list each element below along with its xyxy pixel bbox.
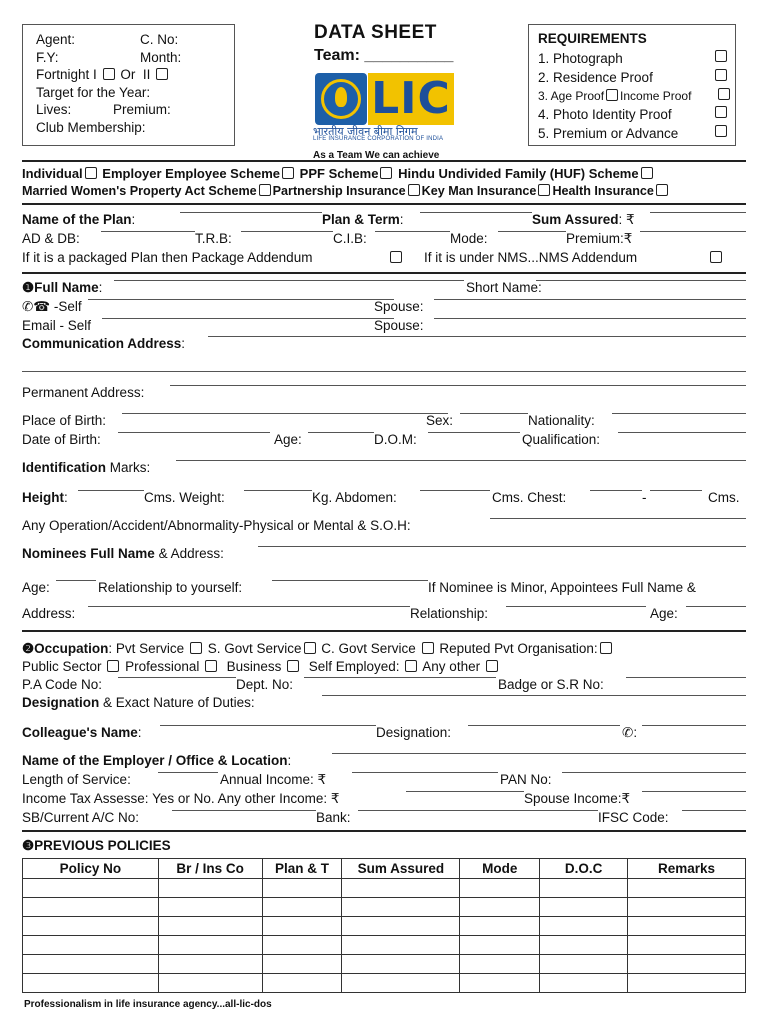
schemes-row-1 xyxy=(22,166,655,181)
fortnight-label: Fortnight I xyxy=(36,67,97,82)
tagline: As a Team We can achieve xyxy=(313,150,440,161)
table-cell[interactable] xyxy=(342,917,460,936)
operation-label: Any Operation/Accident/Abnormality-Physical or Mental & S.O.H: xyxy=(22,518,411,533)
bank-row xyxy=(22,810,746,827)
tax-row xyxy=(22,791,746,808)
pan-label: PAN No: xyxy=(500,772,552,787)
service-row xyxy=(22,772,746,789)
table-cell[interactable] xyxy=(628,936,746,955)
ifsc-field[interactable] xyxy=(682,810,746,811)
dom-label: D.O.M: xyxy=(374,432,417,447)
addb-label: AD & DB: xyxy=(22,231,80,246)
plan-name-label: Name of the Plan xyxy=(22,212,132,227)
body-measurements-row: Height: Cms. Weight: Kg. Abdomen: Cms. Chest: - Cms. xyxy=(22,490,740,505)
addendum-row xyxy=(22,250,746,267)
scheme-keyman-checkbox[interactable] xyxy=(538,184,550,196)
sb-label: SB/Current A/C No: xyxy=(22,810,140,825)
occ-any-other: Any other xyxy=(422,659,481,674)
sum-assured-label: Sum Assured xyxy=(532,212,619,227)
table-cell[interactable] xyxy=(628,955,746,974)
spouse-income-label: Spouse Income:₹ xyxy=(524,791,631,806)
occupation-row-1: ❷Occupation: Pvt Service S. Govt Service C. Govt Service Reputed Pvt Organisation: xyxy=(22,641,614,657)
ident-field[interactable] xyxy=(176,460,746,461)
relationship-label: Relationship to yourself: xyxy=(98,580,243,595)
divider xyxy=(22,830,746,832)
ident-label: Marks: xyxy=(109,460,151,475)
occ-s-govt-checkbox[interactable] xyxy=(304,642,316,654)
mobile-phone-icon: ✆☎ xyxy=(22,299,51,314)
chest-field-2[interactable] xyxy=(650,490,702,491)
age-label: Age: xyxy=(274,432,302,447)
section-2-icon: ❷ xyxy=(22,641,35,656)
comm-address-field[interactable] xyxy=(208,336,746,337)
section-3-icon: ❸ xyxy=(22,838,35,853)
page-title: DATA SHEET xyxy=(314,22,437,43)
col-br-ins-co: Br / Ins Co xyxy=(158,859,262,879)
table-cell[interactable] xyxy=(460,898,540,917)
operation-row xyxy=(22,518,746,535)
appointee-relationship-field[interactable] xyxy=(506,606,646,607)
occupation-row-2 xyxy=(22,659,500,674)
pob-label: Place of Birth: xyxy=(22,413,107,428)
short-name-field[interactable] xyxy=(536,280,746,281)
table-row xyxy=(23,955,746,974)
occ-c-govt-checkbox[interactable] xyxy=(422,642,434,654)
designation-row xyxy=(22,695,746,712)
employer-field[interactable] xyxy=(332,753,746,754)
table-cell[interactable] xyxy=(262,898,342,917)
employer-row: Name of the Employer / Office & Location: xyxy=(22,753,746,770)
rupee-symbol: ₹ xyxy=(626,212,635,227)
nominee-age-label: Age: xyxy=(22,580,50,595)
table-cell[interactable] xyxy=(540,936,628,955)
appointee-age-label: Age: xyxy=(650,606,678,621)
table-cell[interactable] xyxy=(262,936,342,955)
pa-code-label: P.A Code No: xyxy=(22,677,103,692)
table-cell[interactable] xyxy=(460,974,540,993)
scheme-health: Health Insurance xyxy=(552,184,654,198)
table-cell[interactable] xyxy=(158,936,262,955)
table-row xyxy=(23,936,746,955)
schemes-row-2 xyxy=(22,184,670,198)
fy-label: F.Y: xyxy=(36,50,59,65)
cms-label: Cms. xyxy=(708,490,740,505)
table-row xyxy=(23,898,746,917)
req-residence: 2. Residence Proof xyxy=(538,70,653,85)
dept-field[interactable] xyxy=(304,677,496,678)
scheme-individual-checkbox[interactable] xyxy=(85,167,97,179)
trb-label: T.R.B: xyxy=(195,231,232,246)
scheme-employer-checkbox[interactable] xyxy=(282,167,294,179)
occ-public-sector: Public Sector xyxy=(22,659,102,674)
scheme-mwp-checkbox[interactable] xyxy=(259,184,271,196)
appointee-relationship-label: Relationship: xyxy=(410,606,489,621)
req-age-income-row xyxy=(538,89,691,103)
dept-label: Dept. No: xyxy=(236,677,294,692)
col-remarks: Remarks xyxy=(628,859,746,879)
package-addendum-checkbox[interactable] xyxy=(390,251,402,263)
qualification-label: Qualification: xyxy=(522,432,601,447)
comm-address-line-2[interactable] xyxy=(22,371,746,372)
table-cell[interactable] xyxy=(23,936,159,955)
occ-professional: Professional xyxy=(125,659,200,674)
email-spouse-field[interactable] xyxy=(434,318,746,319)
comm-address-label: Communication Address xyxy=(22,336,182,351)
email-self-field[interactable] xyxy=(102,318,394,319)
income-field[interactable] xyxy=(352,772,498,773)
full-name-label: Full Name xyxy=(34,280,99,295)
table-cell[interactable] xyxy=(158,917,262,936)
dom-field[interactable] xyxy=(428,432,520,433)
colleague-phone-field[interactable] xyxy=(642,725,746,726)
pob-field[interactable] xyxy=(122,413,448,414)
table-cell[interactable] xyxy=(342,936,460,955)
dob-row xyxy=(22,432,746,449)
table-cell[interactable] xyxy=(342,974,460,993)
email-row xyxy=(22,318,746,335)
table-cell[interactable] xyxy=(540,955,628,974)
or-label: Or xyxy=(120,67,136,82)
chest-dash: - xyxy=(642,490,647,505)
badge-label: Badge or S.R No: xyxy=(498,677,604,692)
requirements-title: REQUIREMENTS xyxy=(538,31,647,46)
req-age-proof: 3. Age Proof xyxy=(538,89,605,103)
appointee-row xyxy=(22,606,746,623)
table-cell[interactable] xyxy=(628,879,746,898)
table-cell[interactable] xyxy=(540,898,628,917)
colleague-field[interactable] xyxy=(160,725,376,726)
lic-logo: LIC xyxy=(368,73,454,125)
premium-field[interactable] xyxy=(640,231,746,232)
perm-address-field[interactable] xyxy=(170,385,746,386)
kg-abdomen-label: Kg. Abdomen: xyxy=(312,490,397,505)
req-photo-id-checkbox[interactable] xyxy=(715,106,727,118)
colleague-row: Colleague's Name: Designation: ✆: xyxy=(22,725,746,742)
perm-address-row xyxy=(22,385,746,402)
colleague-designation-label: Designation: xyxy=(376,725,452,740)
fortnight-ii-checkbox[interactable] xyxy=(156,68,168,80)
occ-business-checkbox[interactable] xyxy=(287,660,299,672)
scheme-health-checkbox[interactable] xyxy=(656,184,668,196)
req-age-proof-checkbox[interactable] xyxy=(606,89,618,101)
nms-addendum-checkbox[interactable] xyxy=(710,251,722,263)
divider xyxy=(22,630,746,632)
club-label: Club Membership: xyxy=(36,120,146,135)
scheme-individual: Individual xyxy=(22,166,83,181)
service-label: Length of Service: xyxy=(22,772,131,787)
dob-label: Date of Birth: xyxy=(22,432,101,447)
table-cell[interactable] xyxy=(342,879,460,898)
req-income-proof-checkbox[interactable] xyxy=(718,88,730,100)
pan-field[interactable] xyxy=(562,772,746,773)
req-residence-checkbox[interactable] xyxy=(715,69,727,81)
bank-field[interactable] xyxy=(358,810,598,811)
sex-field[interactable] xyxy=(460,413,528,414)
phone-spouse-field[interactable] xyxy=(434,299,746,300)
divider xyxy=(22,203,746,205)
scheme-ppf: PPF Scheme xyxy=(299,166,379,181)
scheme-mwp: Married Women's Property Act Scheme xyxy=(22,184,257,198)
cib-field[interactable] xyxy=(375,231,450,232)
footer-text: Professionalism in life insurance agency...all-lic-dos xyxy=(24,999,272,1010)
scheme-huf: Hindu Undivided Family (HUF) Scheme xyxy=(398,166,639,181)
appointee-age-field[interactable] xyxy=(686,606,746,607)
previous-policies-title: PREVIOUS POLICIES xyxy=(34,838,171,853)
table-cell[interactable] xyxy=(158,955,262,974)
full-name-row: ❶Full Name: Short Name: xyxy=(22,280,746,297)
col-policy-no: Policy No xyxy=(23,859,159,879)
occ-reputed-pvt-checkbox[interactable] xyxy=(600,642,612,654)
logo-hindi-text: भारतीय जीवन बीमा निगम xyxy=(313,125,418,138)
occ-professional-checkbox[interactable] xyxy=(205,660,217,672)
phone-icon: ✆ xyxy=(622,725,634,740)
nominee-age-field[interactable] xyxy=(56,580,96,581)
comm-address-row: Communication Address: xyxy=(22,336,746,353)
nominee-label-bold: Nominees Full Name xyxy=(22,546,155,561)
occ-s-govt: S. Govt Service xyxy=(207,641,302,656)
previous-policies-table xyxy=(22,858,746,993)
occ-business: Business xyxy=(226,659,282,674)
col-doc: D.O.C xyxy=(540,859,628,879)
target-label: Target for the Year: xyxy=(36,85,151,100)
section-1-icon: ❶ xyxy=(22,280,35,295)
mode-label: Mode: xyxy=(450,231,488,246)
trb-field[interactable] xyxy=(241,231,333,232)
abdomen-field[interactable] xyxy=(420,490,490,491)
plan-name-field[interactable] xyxy=(180,212,322,213)
scheme-employer: Employer Employee Scheme xyxy=(102,166,281,181)
sum-assured-field[interactable] xyxy=(650,212,746,213)
phone-spouse-label: Spouse: xyxy=(374,299,424,314)
phone-self-field[interactable] xyxy=(88,299,394,300)
pa-code-field[interactable] xyxy=(118,677,236,678)
team-label: Team: __________ xyxy=(314,47,454,64)
tax-label: Income Tax Assesse: Yes or No. Any other Income: ₹ xyxy=(22,791,340,806)
table-cell[interactable] xyxy=(460,879,540,898)
table-cell[interactable] xyxy=(23,879,159,898)
table-cell[interactable] xyxy=(262,974,342,993)
mode-field[interactable] xyxy=(498,231,566,232)
sex-label: Sex: xyxy=(426,413,454,428)
colleague-designation-field[interactable] xyxy=(468,725,620,726)
premium-label: Premium: xyxy=(113,102,171,117)
short-name-label: Short Name: xyxy=(466,280,542,295)
table-cell[interactable] xyxy=(460,955,540,974)
req-premium: 5. Premium or Advance xyxy=(538,126,679,141)
perm-address-label: Permanent Address: xyxy=(22,385,145,400)
weight-field[interactable] xyxy=(244,490,312,491)
table-cell[interactable] xyxy=(23,917,159,936)
table-cell[interactable] xyxy=(158,974,262,993)
nms-addendum-label: If it is under NMS...NMS Addendum xyxy=(424,250,638,265)
chest-field-1[interactable] xyxy=(590,490,642,491)
cms-weight-label: Cms. Weight: xyxy=(144,490,225,505)
addb-field[interactable] xyxy=(101,231,195,232)
age-field[interactable] xyxy=(308,432,374,433)
req-photo-id: 4. Photo Identity Proof xyxy=(538,107,672,122)
height-label: Height xyxy=(22,490,64,505)
designation-field[interactable] xyxy=(322,695,746,696)
cib-label: C.I.B: xyxy=(333,231,367,246)
logo-subtext: LIFE INSURANCE CORPORATION OF INDIA xyxy=(313,136,444,142)
riders-row xyxy=(22,231,746,248)
table-cell[interactable] xyxy=(540,879,628,898)
pa-code-row xyxy=(22,677,746,694)
cno-label: C. No: xyxy=(140,32,179,47)
table-cell[interactable] xyxy=(23,974,159,993)
occ-self-employed: Self Employed: xyxy=(308,659,400,674)
table-cell[interactable] xyxy=(342,898,460,917)
scheme-partnership-checkbox[interactable] xyxy=(408,184,420,196)
dob-field[interactable] xyxy=(118,432,270,433)
sb-field[interactable] xyxy=(172,810,316,811)
table-row xyxy=(23,974,746,993)
badge-field[interactable] xyxy=(626,677,746,678)
table-cell[interactable] xyxy=(262,917,342,936)
nominee-field[interactable] xyxy=(258,546,746,547)
phone-self-label: -Self xyxy=(53,299,82,314)
scheme-keyman: Key Man Insurance xyxy=(421,184,537,198)
relationship-field[interactable] xyxy=(272,580,428,581)
table-cell[interactable] xyxy=(628,898,746,917)
table-cell[interactable] xyxy=(628,917,746,936)
occ-reputed-pvt: Reputed Pvt Organisation: xyxy=(439,641,598,656)
operation-field[interactable] xyxy=(490,518,746,519)
table-cell[interactable] xyxy=(460,917,540,936)
table-cell[interactable] xyxy=(23,898,159,917)
appointee-address-label: Address: xyxy=(22,606,76,621)
occ-self-employed-checkbox[interactable] xyxy=(405,660,417,672)
agent-label: Agent: xyxy=(36,32,76,47)
table-cell[interactable] xyxy=(262,879,342,898)
scheme-partnership: Partnership Insurance xyxy=(272,184,406,198)
designation-label: & Exact Nature of Duties: xyxy=(103,695,255,710)
lic-emblem-icon xyxy=(315,73,367,125)
ifsc-label: IFSC Code: xyxy=(598,810,669,825)
package-addendum-label: If it is a packaged Plan then Package Addendum xyxy=(22,250,313,265)
occ-pvt-service-checkbox[interactable] xyxy=(190,642,202,654)
divider xyxy=(22,160,746,162)
req-premium-checkbox[interactable] xyxy=(715,125,727,137)
nominee-age-row xyxy=(22,580,746,597)
bank-label: Bank: xyxy=(316,810,351,825)
plan-term-label: Plan & Term xyxy=(322,212,400,227)
nationality-field[interactable] xyxy=(612,413,746,414)
email-self-label: Email - Self xyxy=(22,318,92,333)
req-photograph-checkbox[interactable] xyxy=(715,50,727,62)
colleague-label: Colleague's Name xyxy=(22,725,138,740)
req-income-proof: Income Proof xyxy=(620,89,692,103)
other-income-field[interactable] xyxy=(406,791,524,792)
occupation-label: Occupation xyxy=(34,641,109,656)
req-photograph: 1. Photograph xyxy=(538,51,623,66)
income-label: Annual Income: ₹ xyxy=(220,772,327,787)
full-name-field[interactable] xyxy=(114,280,464,281)
occ-any-other-checkbox[interactable] xyxy=(486,660,498,672)
ident-label-bold: Identification xyxy=(22,460,106,475)
lives-label: Lives: xyxy=(36,102,72,117)
previous-policies-heading xyxy=(22,838,171,854)
fortnight-i-checkbox[interactable] xyxy=(103,68,115,80)
cms-chest-label: Cms. Chest: xyxy=(492,490,567,505)
col-mode: Mode xyxy=(460,859,540,879)
appointee-address-field[interactable] xyxy=(88,606,410,607)
occ-c-govt: C. Govt Service xyxy=(321,641,416,656)
spouse-income-field[interactable] xyxy=(642,791,746,792)
col-sum-assured: Sum Assured xyxy=(342,859,460,879)
table-row xyxy=(23,879,746,898)
premium-amount-label: Premium:₹ xyxy=(566,231,633,246)
table-cell[interactable] xyxy=(460,936,540,955)
table-cell[interactable] xyxy=(262,955,342,974)
plan-row: Name of the Plan: Plan & Term: Sum Assured: ₹ xyxy=(22,212,746,229)
divider xyxy=(22,272,746,274)
table-cell[interactable] xyxy=(540,974,628,993)
table-cell[interactable] xyxy=(158,898,262,917)
employer-label: Name of the Employer / Office & Location xyxy=(22,753,288,768)
table-header-row xyxy=(23,859,746,879)
scheme-huf-checkbox[interactable] xyxy=(641,167,653,179)
height-field[interactable] xyxy=(78,490,144,491)
scheme-ppf-checkbox[interactable] xyxy=(380,167,392,179)
nominee-label: & Address: xyxy=(158,546,224,561)
occ-public-sector-checkbox[interactable] xyxy=(107,660,119,672)
phone-row xyxy=(22,299,746,316)
birth-place-row xyxy=(22,413,746,430)
col-plan-term: Plan & T xyxy=(262,859,342,879)
qualification-field[interactable] xyxy=(618,432,746,433)
table-cell[interactable] xyxy=(158,879,262,898)
table-row xyxy=(23,917,746,936)
nationality-label: Nationality: xyxy=(528,413,595,428)
month-label: Month: xyxy=(140,50,182,65)
ident-row xyxy=(22,460,746,477)
email-spouse-label: Spouse: xyxy=(374,318,424,333)
table-cell[interactable] xyxy=(540,917,628,936)
designation-label-bold: Designation xyxy=(22,695,100,710)
occ-pvt-service: Pvt Service xyxy=(115,641,185,656)
fortnight-ii-label: II xyxy=(142,67,151,82)
table-cell[interactable] xyxy=(628,974,746,993)
nominee-row xyxy=(22,546,746,563)
plan-term-field[interactable] xyxy=(420,212,532,213)
fortnight-row xyxy=(36,67,170,82)
table-cell[interactable] xyxy=(342,955,460,974)
minor-appointee-label: If Nominee is Minor, Appointees Full Name & xyxy=(428,580,696,595)
service-field[interactable] xyxy=(158,772,218,773)
table-cell[interactable] xyxy=(23,955,159,974)
